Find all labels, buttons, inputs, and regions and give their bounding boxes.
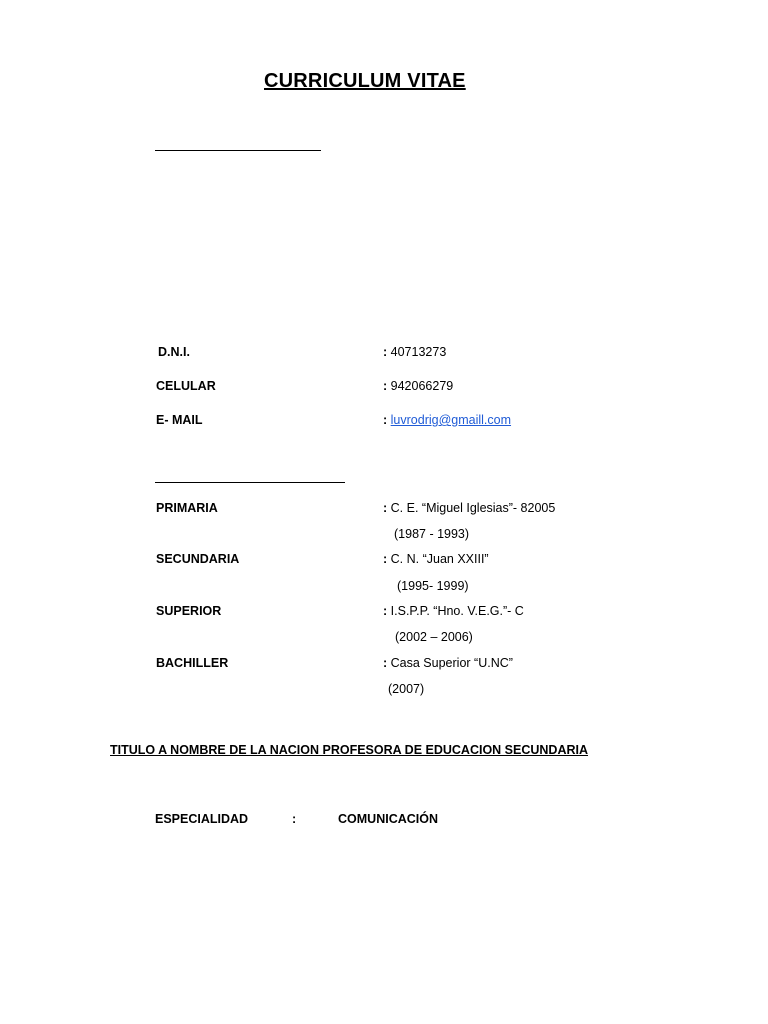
superior-separator: :	[383, 604, 388, 618]
dni-value-row	[383, 345, 446, 359]
bachiller-separator: :	[383, 656, 388, 670]
secundaria-years: (1995- 1999)	[397, 579, 469, 593]
primaria-value: C. E. “Miguel Iglesias”- 82005	[390, 501, 556, 515]
primaria-separator: :	[383, 501, 388, 515]
primaria-years: (1987 - 1993)	[394, 527, 470, 541]
bachiller-label: BACHILLER	[156, 656, 229, 670]
email-link[interactable]: luvrodrig@gmaill.com	[390, 413, 512, 427]
email-separator: :	[383, 413, 388, 427]
celular-label: CELULAR	[156, 379, 216, 393]
section-rule-personal	[155, 150, 321, 151]
especialidad-value: COMUNICACIÓN	[338, 812, 438, 826]
superior-value: I.S.P.P. “Hno. V.E.G.”- C	[390, 604, 524, 618]
secundaria-label: SECUNDARIA	[156, 552, 240, 566]
especialidad-separator: :	[292, 812, 297, 826]
dni-label: D.N.I.	[158, 345, 190, 359]
email-label: E- MAIL	[156, 413, 203, 427]
bachiller-value: Casa Superior “U.NC”	[390, 656, 513, 670]
celular-value-row	[383, 379, 453, 393]
especialidad-label: ESPECIALIDAD	[155, 812, 249, 826]
superior-years: (2002 – 2006)	[395, 630, 473, 644]
secundaria-value: C. N. “Juan XXIII”	[390, 552, 489, 566]
superior-value-row	[383, 604, 524, 618]
primaria-label: PRIMARIA	[156, 501, 218, 515]
section-rule-education	[155, 482, 345, 483]
dni-value: 40713273	[390, 345, 447, 359]
secundaria-separator: :	[383, 552, 388, 566]
bachiller-years: (2007)	[388, 682, 425, 696]
superior-label: SUPERIOR	[156, 604, 222, 618]
primaria-value-row	[383, 501, 555, 515]
celular-value: 942066279	[390, 379, 454, 393]
page-title: CURRICULUM VITAE	[264, 70, 466, 92]
secundaria-value-row	[383, 552, 489, 566]
titulo-heading: TITULO A NOMBRE DE LA NACION PROFESORA DE EDUCACION SECUNDARIA	[110, 743, 589, 757]
celular-separator: :	[383, 379, 388, 393]
email-value-row	[383, 413, 511, 427]
bachiller-value-row	[383, 656, 513, 670]
dni-separator: :	[383, 345, 388, 359]
